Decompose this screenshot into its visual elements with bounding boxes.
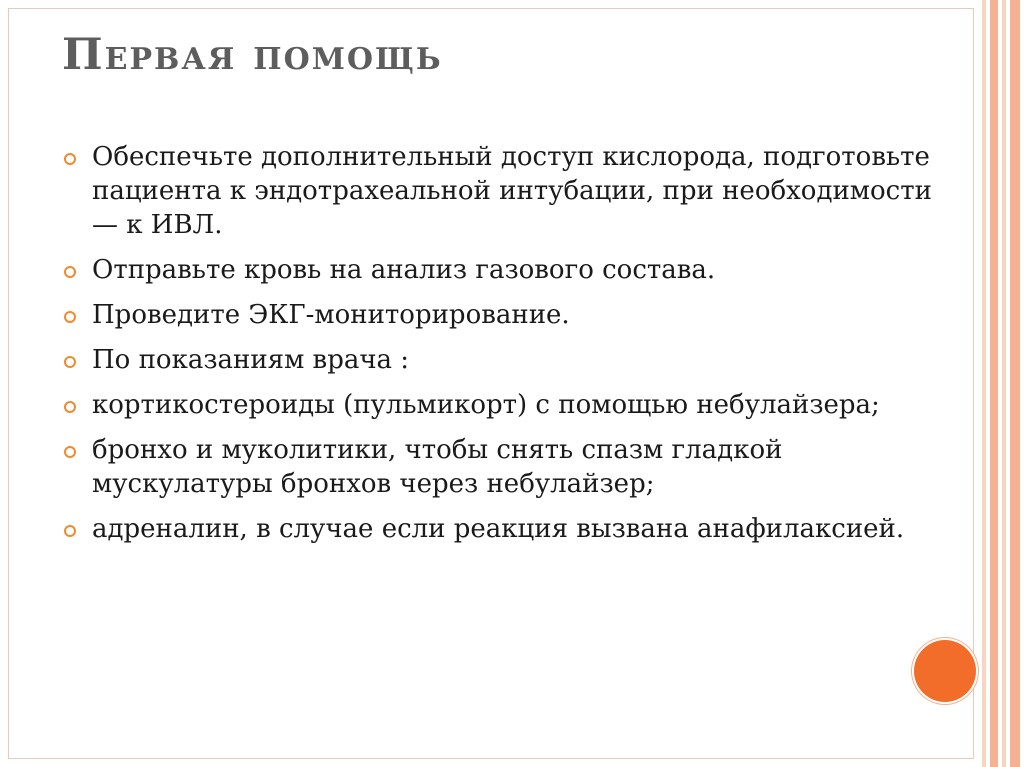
list-item	[62, 433, 942, 501]
list-item-text: По показаниям врача :	[92, 345, 410, 375]
list-item	[62, 388, 942, 422]
ring-bullet-icon	[64, 311, 76, 323]
ring-bullet-icon	[64, 401, 76, 413]
decorative-circle-icon	[914, 640, 976, 702]
list-item	[62, 298, 942, 332]
stripe	[1010, 0, 1020, 767]
list-item	[62, 512, 942, 546]
list-item	[62, 343, 942, 377]
list-item-text: адреналин, в случае если реакция вызвана анафилаксией.	[92, 514, 905, 544]
ring-bullet-icon	[64, 153, 76, 165]
decorative-stripes	[982, 0, 1024, 767]
list-item-text: кортикостероиды (пульмикорт) с помощью небулайзера;	[92, 390, 880, 420]
slide-title: Первая помощь	[62, 30, 443, 80]
ring-bullet-icon	[64, 446, 76, 458]
stripe	[1002, 0, 1006, 767]
list-item-text: бронхо и муколитики, чтобы снять спазм гладкой мускулатуры бронхов через небулайзер;	[92, 435, 783, 499]
list-item-text: Обеспечьте дополнительный доступ кислорода, подготовьте пациента к эндотрахеальной интубации, при необходимости — к ИВЛ.	[92, 142, 932, 240]
list-item-text: Проведите ЭКГ-мониторирование.	[92, 300, 570, 330]
ring-bullet-icon	[64, 356, 76, 368]
stripe	[990, 0, 998, 767]
ring-bullet-icon	[64, 525, 76, 537]
list-item-text: Отправьте кровь на анализ газового состава.	[92, 255, 716, 285]
ring-bullet-icon	[64, 266, 76, 278]
bullet-list	[62, 140, 942, 557]
list-item	[62, 140, 942, 242]
stripe	[982, 0, 986, 767]
list-item	[62, 253, 942, 287]
